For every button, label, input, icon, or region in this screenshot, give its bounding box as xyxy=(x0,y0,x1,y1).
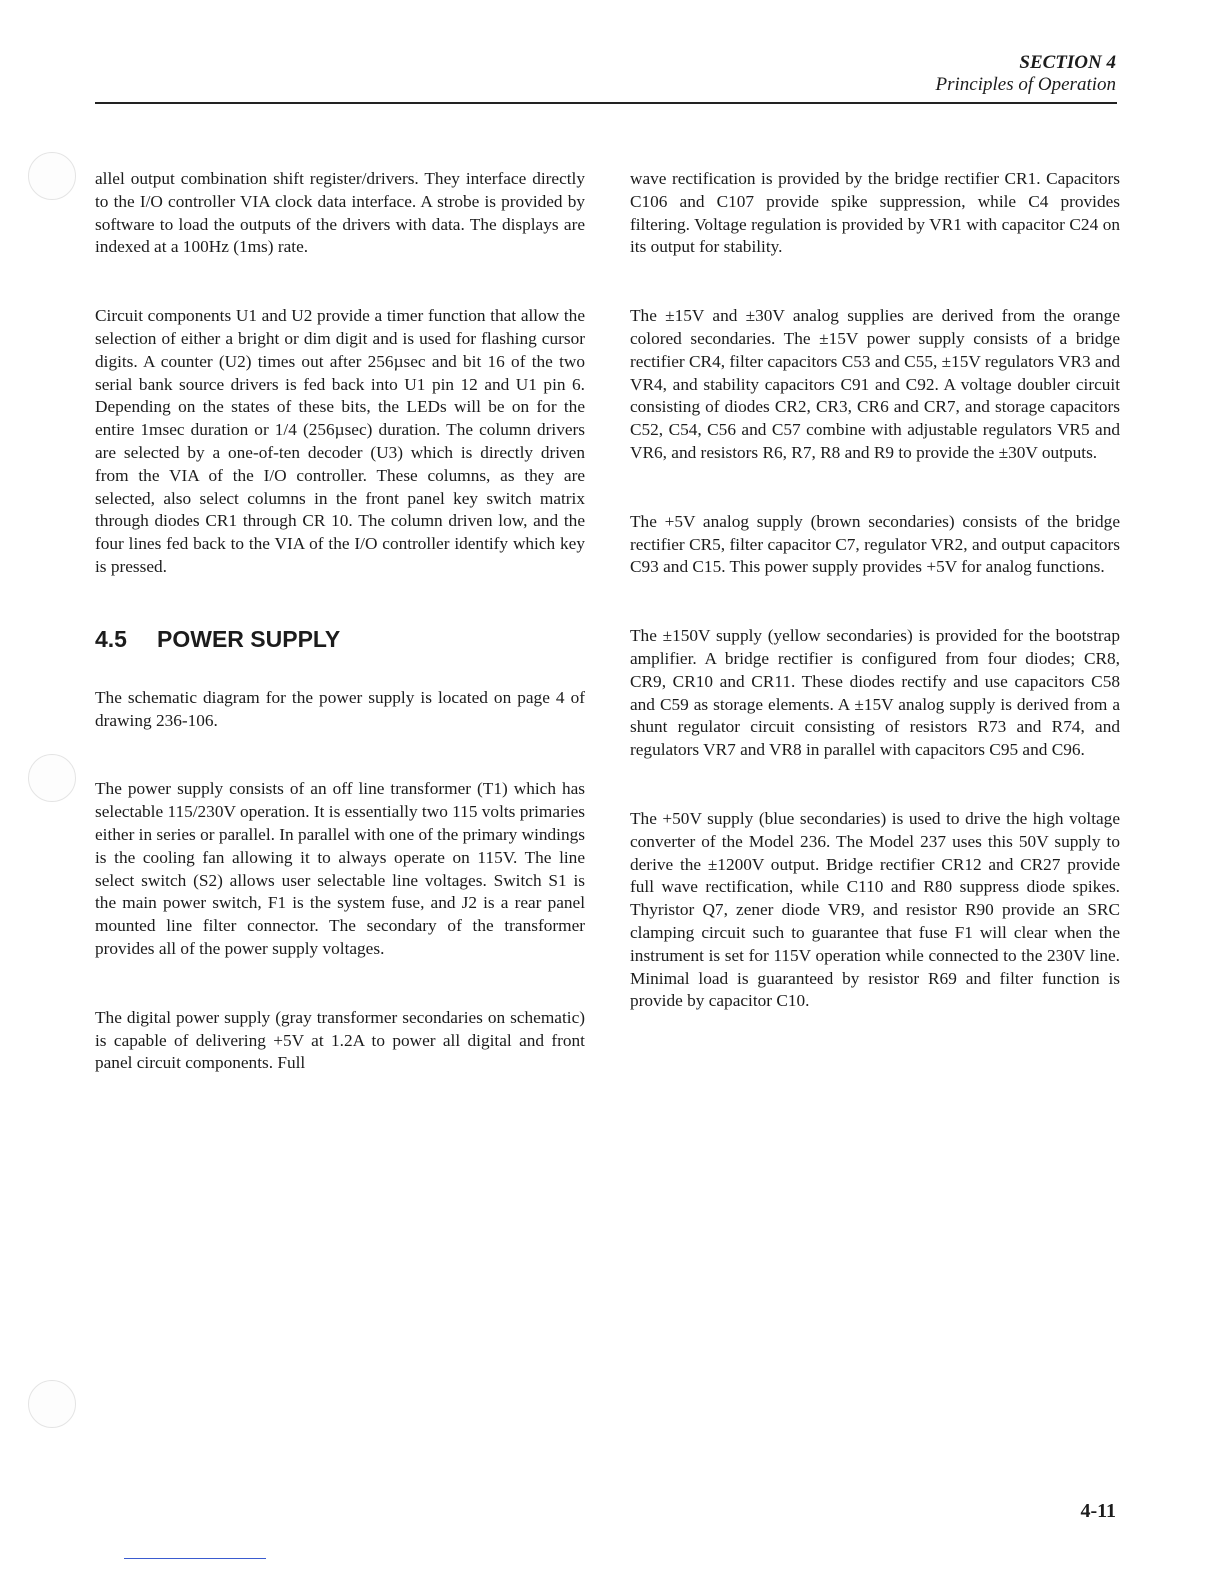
section-heading xyxy=(95,625,585,653)
paragraph: The +5V analog supply (brown secondaries) consists of the bridge rectifier CR5, filter capacitor C7, regulator VR2, and output capacitors C93 and C15. This power supply provides +5V for analog functions. xyxy=(630,511,1120,577)
punch-hole-bottom xyxy=(28,1380,76,1428)
page-number: 4-11 xyxy=(1080,1500,1116,1522)
header-rule xyxy=(95,102,1117,104)
paragraph: The +50V supply (blue secondaries) is used to drive the high voltage converter of the Model 236. The Model 237 uses this 50V supply to derive the ±1200V output. Bridge rectifier CR12 and CR27 provide full wave rectification, while C110 and R80 suppress diode spikes. Thyristor Q7, zener diode VR9, and resistor R90 provide an SRC clamping circuit such to guarantee that fuse F1 will clear when the instrument is set for 115V operation while connected to the 230V line. Minimal load is guaranteed by resistor R69 and filter function is provide by capacitor C10. xyxy=(630,808,1120,1011)
paragraph: allel output combination shift register/drivers. They interface directly to the I/O controller VIA clock data interface. A strobe is provided by software to load the outputs of the drivers with data. The displays are indexed at a 100Hz (1ms) rate. xyxy=(95,169,585,257)
section-label: SECTION 4 xyxy=(1019,52,1116,73)
heading-number: 4.5 xyxy=(95,625,127,652)
footer-rule xyxy=(124,1558,266,1559)
section-subtitle: Principles of Operation xyxy=(935,74,1116,95)
paragraph: The schematic diagram for the power supply is located on page 4 of drawing 236-106. xyxy=(95,687,585,730)
heading-title: POWER SUPPLY xyxy=(157,625,341,652)
page-header xyxy=(936,52,1116,96)
paragraph: The power supply consists of an off line transformer (T1) which has selectable 115/230V operation. It is essentially two 115 volts primaries either in series or parallel. In parallel with one of the primary windings is the cooling fan allowing it to always operate on 115V. The line select switch (S2) allows user selectable line voltages. Switch S1 is the main power switch, F1 is the system fuse, and J2 is a rear panel mounted line filter connector. The secondary of the transformer provides all of the power supply voltages. xyxy=(95,779,585,958)
punch-hole-middle xyxy=(28,754,76,802)
paragraph: Circuit components U1 and U2 provide a timer function that allow the selection of either a bright or dim digit and is used for flashing cursor digits. A counter (U2) times out after 256µsec and bit 16 of the two serial bank source drivers is fed back into U1 pin 12 and U1 pin 6. Depending on the states of these bits, the LEDs will be on for the entire 1msec duration or 1/4 (256µsec) duration. The column drivers are selected by a one-of-ten decoder (U3) which is directly driven from the VIA of the I/O controller. These columns, as they are selected, also select columns in the front panel key switch matrix through diodes CR1 through CR 10. The column driven low, and the four lines fed back to the VIA of the I/O controller identify which key is pressed. xyxy=(95,306,585,576)
paragraph: The ±150V supply (yellow secondaries) is provided for the bootstrap amplifier. A bridge rectifier is configured from four diodes; CR8, CR9, CR10 and CR11. These diodes rectify and use capacitors C58 and C59 as storage elements. A ±15V analog supply is derived from a shunt regulator circuit consisting of resistors R73 and R74, and regulators VR7 and VR8 in parallel with capacitors C95 and C96. xyxy=(630,626,1120,760)
paragraph: The digital power supply (gray transformer secondaries on schematic) is capable of delivering +5V at 1.2A to power all digital and front panel circuit components. Full xyxy=(95,1007,585,1073)
paragraph: The ±15V and ±30V analog supplies are derived from the orange colored secondaries. The ±15V power supply consists of a bridge rectifier CR4, filter capacitors C53 and C55, ±15V regulators VR3 and VR4, and stability capacitors C91 and C92. A voltage doubler circuit consisting of diodes CR2, CR3, CR6 and CR7, and storage capacitors C52, C54, C56 and C57 combine with adjustable regulators VR5 and VR6, and resistors R6, R7, R8 and R9 to provide the ±30V outputs. xyxy=(630,306,1120,462)
left-column xyxy=(95,168,585,1121)
right-column xyxy=(630,168,1120,1059)
punch-hole-top xyxy=(28,152,76,200)
paragraph: wave rectification is provided by the bridge rectifier CR1. Capacitors C106 and C107 provide spike suppression, while C4 provides filtering. Voltage regulation is provided by VR1 with capacitor C24 on its output for stability. xyxy=(630,169,1120,257)
